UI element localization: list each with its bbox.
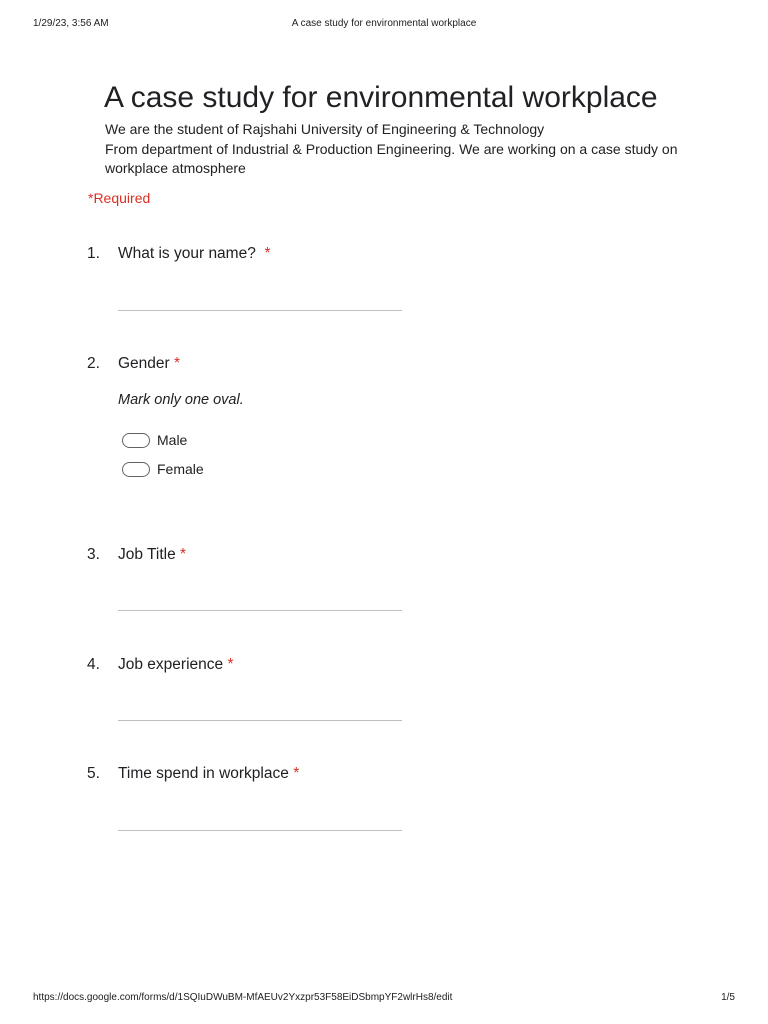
question-number: 2.	[87, 355, 100, 372]
page-number: 1/5	[721, 992, 735, 1003]
print-footer	[33, 992, 735, 1006]
question-text: Job Title *	[118, 546, 187, 563]
job-experience-answer-field[interactable]	[118, 720, 402, 721]
job-title-answer-field[interactable]	[118, 610, 402, 611]
question-text: Time spend in workplace *	[118, 765, 300, 782]
question-number: 1.	[87, 245, 100, 262]
question-number: 3.	[87, 546, 100, 563]
radio-oval-icon[interactable]	[122, 433, 150, 448]
radio-oval-icon[interactable]	[122, 462, 150, 477]
form-description	[105, 120, 695, 179]
option-label: Female	[157, 461, 204, 477]
question-text: Gender *	[118, 355, 181, 372]
required-star: *	[227, 656, 234, 673]
required-star: *	[174, 355, 181, 372]
print-date: 1/29/23, 3:56 AM	[33, 18, 109, 29]
description-line-1: We are the student of Rajshahi University of Engineering & Technology	[105, 121, 545, 137]
question-text: What is your name? *	[118, 245, 271, 262]
description-line-2: From department of Industrial & Production Engineering. We are working on a case study on workplace atmosphere	[105, 140, 678, 176]
question-number: 5.	[87, 765, 100, 782]
time-spend-answer-field[interactable]	[118, 830, 402, 831]
form-title: A case study for environmental workplace	[104, 81, 658, 114]
print-page-title: A case study for environmental workplace	[291, 18, 477, 29]
name-answer-field[interactable]	[118, 310, 402, 311]
required-star: *	[264, 245, 271, 262]
required-note: *Required	[88, 190, 151, 206]
question-text: Job experience *	[118, 656, 234, 673]
question-hint: Mark only one oval.	[118, 392, 244, 408]
required-star: *	[180, 546, 187, 563]
required-star: *	[293, 765, 300, 782]
print-header	[33, 18, 735, 32]
option-label: Male	[157, 432, 188, 448]
print-url: https://docs.google.com/forms/d/1SQIuDWuBM-MfAEUv2Yxzpr53F58EiDSbmpYF2wlrHs8/edit	[33, 992, 453, 1003]
question-number: 4.	[87, 656, 100, 673]
